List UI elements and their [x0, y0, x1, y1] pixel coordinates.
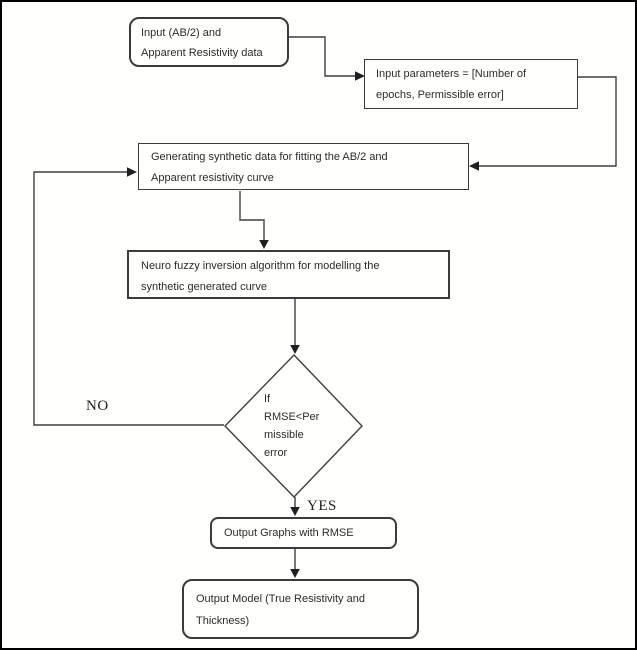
- node-output-model: [182, 579, 419, 639]
- arrowhead: [290, 569, 300, 578]
- node-text: Apparent Resistivity data: [141, 47, 263, 59]
- node-text: Output Model (True Resistivity and: [196, 593, 365, 605]
- connector-generate-to-neuro: [240, 191, 264, 241]
- node-neuro-fuzzy-inversion: [127, 250, 450, 299]
- arrowhead: [127, 167, 137, 177]
- arrowhead: [290, 345, 300, 354]
- connector-input-to-params: [289, 37, 356, 76]
- arrowhead: [259, 240, 269, 249]
- node-text: Neuro fuzzy inversion algorithm for modelling the: [141, 260, 380, 272]
- node-text: Thickness): [196, 615, 250, 627]
- node-text: Output Graphs with RMSE: [224, 526, 354, 539]
- node-text: epochs, Permissible error]: [376, 89, 504, 101]
- node-text: Input (AB/2) and: [141, 27, 222, 39]
- node-text: Input parameters = [Number of: [376, 68, 527, 80]
- node-text: Generating synthetic data for fitting the AB/2 and: [151, 151, 388, 163]
- node-text: Apparent resistivity curve: [151, 172, 274, 184]
- node-decision-rmse-text: [264, 390, 334, 460]
- node-text: missible: [264, 429, 304, 441]
- node-input-parameters: [364, 59, 578, 109]
- node-text: error: [264, 447, 288, 459]
- node-text: RMSE<Per: [264, 411, 320, 423]
- arrowhead: [290, 507, 300, 516]
- node-output-graphs: [210, 517, 397, 549]
- node-text: If: [264, 393, 271, 405]
- node-generate-synthetic-data: [138, 143, 469, 190]
- edge-label-no: NO: [86, 398, 109, 414]
- edge-label-yes: YES: [307, 498, 337, 514]
- node-text: synthetic generated curve: [141, 281, 267, 293]
- arrowhead: [469, 161, 479, 171]
- node-input-data: [129, 17, 289, 67]
